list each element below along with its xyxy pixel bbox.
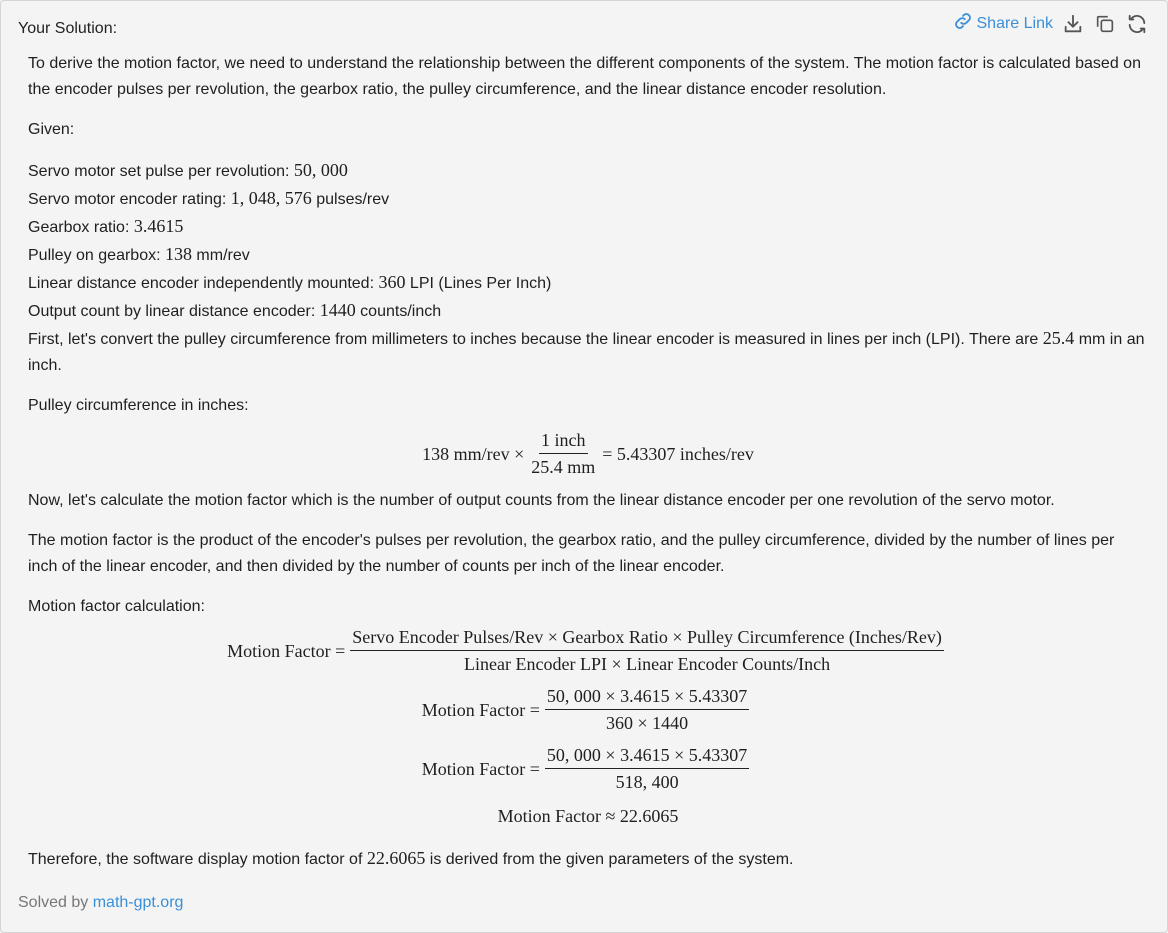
math-gpt-link[interactable]: math-gpt.org [92,894,184,911]
solution-title: Your Solution: [18,20,118,37]
footer [18,894,183,912]
download-button[interactable] [1061,12,1085,36]
copy-icon [1094,13,1116,35]
given-item: Output count by linear distance encoder: 1440 counts/inch [28,300,442,320]
share-link-label: Share Link [976,14,1053,32]
motion-factor-simplified: Motion Factor = $\frac{50, 000 \times 3.4615 \times 5.43307}{518, 400}$ [421,745,748,792]
toolbar [952,10,1150,37]
given-label: Given: [28,121,75,138]
download-icon [1062,13,1084,35]
given-list [28,157,1148,325]
given-item: Linear distance encoder independently mounted: 360 LPI (Lines Per Inch) [28,272,552,292]
given-item: Gearbox ratio: 3.4615 [28,216,184,236]
refresh-icon [1126,13,1148,35]
motion-factor-formula: Motion Factor = Servo Encoder Pulses/Rev × Gearbox Ratio × Pulley Circumference (Inches/Rev) Linear Encoder LPI × Linear Encoder Counts/Inch [227,627,942,674]
solution-content [28,51,1148,887]
footer-prefix: Solved by [18,894,93,911]
now-paragraph: Now, let's calculate the motion factor which is the number of output counts from the linear distance encoder per one revolution of the servo motor. [28,492,1055,509]
intro-paragraph: To derive the motion factor, we need to understand the relationship between the different components of the system. The motion factor is calculated based on the encoder pulses per revolution, the gearbox ratio, the pulley circumference, and the linear distance encoder resolution. [28,55,1141,98]
motion-factor-substituted: Motion Factor = $\frac{50, 000 \times 3.4615 \times 5.43307}{360 \times 1440}$ [421,686,748,733]
calc-label: Motion factor calculation: [28,598,205,615]
motion-factor-result: Motion Factor ≈ 22.6065 [497,806,679,826]
pulley-equation: 138 mm/rev × $\frac{\text{1 inch}}{25.4 mm}$ = 5.43307 inches/rev [422,430,754,477]
explain-paragraph: The motion factor is the product of the encoder's pulses per revolution, the gearbox ratio, and the pulley circumference, divided by the number of lines per inch of the linear encoder, and then divided by the number of counts per inch of the linear encoder. [28,532,1115,575]
conclusion-paragraph: Therefore, the software display motion factor of 22.6065 is derived from the given parameters of the system. [28,848,794,868]
convert-paragraph: First, let's convert the pulley circumference from millimeters to inches because the linear encoder is measured in lines per inch (LPI). There are 25.4 mm in an inch. [28,328,1145,374]
given-item: Servo motor encoder rating: 1, 048, 576 pulses/rev [28,188,390,208]
given-item: Pulley on gearbox: 138 mm/rev [28,244,250,264]
pulley-label: Pulley circumference in inches: [28,397,249,414]
refresh-button[interactable] [1125,12,1149,36]
given-item: Servo motor set pulse per revolution: 50, 000 [28,160,348,180]
link-icon [952,10,974,37]
copy-button[interactable] [1093,12,1117,36]
share-link-button[interactable] [952,10,1054,37]
